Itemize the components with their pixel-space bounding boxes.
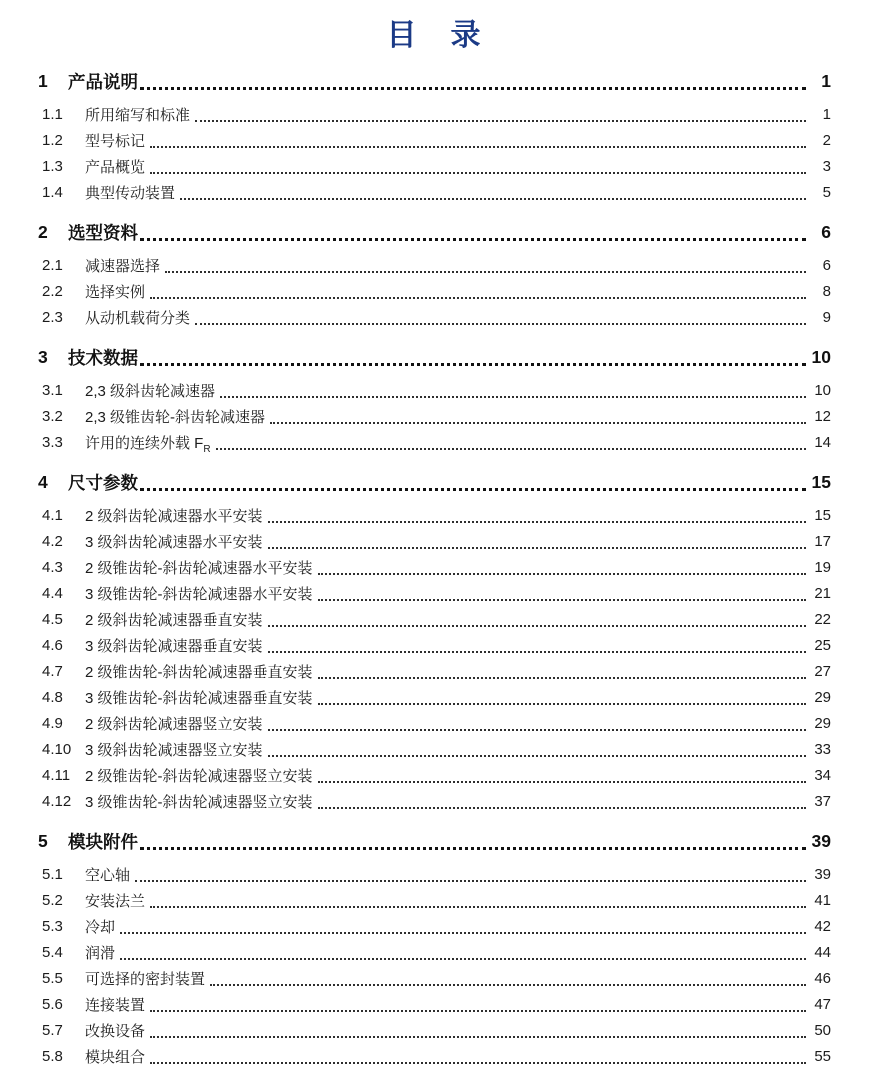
toc-entry-2.3[interactable] (38, 304, 831, 330)
entry-4.9-title: 2 级斜齿轮减速器竖立安装 (85, 715, 263, 733)
toc-entry-1.1[interactable] (38, 101, 831, 127)
section-2-title: 选型资料 (68, 223, 138, 243)
dot-leader (268, 710, 806, 731)
section-1-page-number: 1 (821, 71, 831, 91)
toc-entry-4.6[interactable] (38, 632, 831, 658)
entry-3.3-page-number: 14 (814, 433, 831, 451)
toc-entry-4.12[interactable] (38, 788, 831, 814)
section-4-number: 4 (38, 472, 48, 492)
entry-4.12-page-number: 37 (814, 792, 831, 810)
toc-section-1[interactable] (38, 68, 831, 95)
toc-entry-2.2[interactable] (38, 278, 831, 304)
toc-entry-3.3[interactable] (38, 429, 831, 455)
entry-2.1-number: 2.1 (42, 256, 63, 274)
dot-leader (268, 632, 806, 653)
toc-entry-4.7[interactable] (38, 658, 831, 684)
entry-4.10-number: 4.10 (42, 740, 72, 758)
entry-1.4-number: 1.4 (42, 183, 63, 201)
toc-section-2[interactable] (38, 219, 831, 246)
dot-leader (150, 991, 806, 1012)
toc-entry-5.6[interactable] (38, 991, 831, 1017)
toc-entry-5.4[interactable] (38, 939, 831, 965)
entry-5.4-page-number: 44 (814, 943, 831, 961)
entry-4.7-title: 2 级锥齿轮-斜齿轮减速器垂直安装 (85, 663, 313, 681)
entry-5.7-page-number: 50 (814, 1021, 831, 1039)
entry-3.3-title-subscript: R (203, 443, 211, 455)
dot-leader (140, 344, 806, 366)
entry-4.8-title: 3 级锥齿轮-斜齿轮减速器垂直安装 (85, 689, 313, 707)
toc-entry-4.1[interactable] (38, 502, 831, 528)
toc-entry-5.2[interactable] (38, 887, 831, 913)
entry-5.4-number: 5.4 (42, 943, 63, 961)
entry-5.7-title: 改换设备 (85, 1022, 146, 1040)
dot-leader (195, 304, 806, 325)
entry-3.1-title: 2,3 级斜齿轮减速器 (85, 382, 216, 400)
entry-3.3-number: 3.3 (42, 433, 63, 451)
entry-4.3-number: 4.3 (42, 558, 63, 576)
entry-2.3-number: 2.3 (42, 308, 63, 326)
entry-4.3-page-number: 19 (814, 558, 831, 576)
entry-5.3-number: 5.3 (42, 917, 63, 935)
dot-leader (318, 762, 806, 783)
toc-entry-2.1[interactable] (38, 252, 831, 278)
entry-4.11-number: 4.11 (42, 766, 71, 784)
toc-entry-4.8[interactable] (38, 684, 831, 710)
entry-1.2-page-number: 2 (822, 131, 831, 149)
entry-3.3-title: 许用的连续外载 $F_R$ (85, 434, 211, 455)
dot-leader (150, 278, 806, 299)
section-4-title: 尺寸参数 (68, 473, 138, 493)
entry-2.2-title: 选择实例 (85, 283, 146, 301)
toc-entry-4.5[interactable] (38, 606, 831, 632)
entry-5.7-number: 5.7 (42, 1021, 63, 1039)
entry-2.3-title: 从动机载荷分类 (85, 309, 191, 327)
entry-4.5-title: 2 级斜齿轮减速器垂直安装 (85, 611, 263, 629)
dot-leader (268, 606, 806, 627)
entry-2.2-page-number: 8 (822, 282, 831, 300)
entry-1.4-page-number: 5 (822, 183, 831, 201)
dot-leader (268, 502, 806, 523)
dot-leader (150, 127, 806, 148)
entry-5.8-page-number: 55 (814, 1047, 831, 1065)
entry-5.5-title: 可选择的密封装置 (85, 970, 206, 988)
toc-entry-1.2[interactable] (38, 127, 831, 153)
entry-5.8-number: 5.8 (42, 1047, 63, 1065)
entry-1.3-title: 产品概览 (85, 158, 146, 176)
entry-1.3-page-number: 3 (822, 157, 831, 175)
dot-leader (150, 1043, 806, 1064)
page-title: 目 录 (386, 19, 483, 52)
entry-4.6-title: 3 级斜齿轮减速器垂直安装 (85, 637, 263, 655)
dot-leader (210, 965, 806, 986)
entry-4.4-title: 3 级锥齿轮-斜齿轮减速器水平安装 (85, 585, 313, 603)
toc-entry-5.1[interactable] (38, 861, 831, 887)
entry-5.1-title: 空心轴 (85, 866, 131, 884)
dot-leader (140, 828, 806, 850)
dot-leader (120, 939, 806, 960)
toc-entry-5.3[interactable] (38, 913, 831, 939)
entry-1.4-title: 典型传动装置 (85, 184, 176, 202)
entry-1.1-page-number: 1 (822, 105, 831, 123)
entry-5.8-title: 模块组合 (85, 1048, 146, 1066)
entry-4.5-page-number: 22 (814, 610, 831, 628)
entry-5.1-number: 5.1 (42, 865, 63, 883)
entry-4.2-title: 3 级斜齿轮减速器水平安装 (85, 533, 263, 551)
dot-leader (120, 913, 806, 934)
toc-section-3[interactable] (38, 344, 831, 371)
toc-entry-1.3[interactable] (38, 153, 831, 179)
dot-leader (318, 788, 806, 809)
dot-leader (150, 1017, 806, 1038)
section-2-page-number: 6 (821, 222, 831, 242)
section-3-number: 3 (38, 347, 48, 367)
entry-1.1-number: 1.1 (42, 105, 63, 123)
section-5-title: 模块附件 (68, 832, 138, 852)
entry-5.2-page-number: 41 (814, 891, 831, 909)
section-4-page-number: 15 (811, 472, 831, 492)
entry-4.12-number: 4.12 (42, 792, 72, 810)
dot-leader (135, 861, 806, 882)
entry-4.1-title: 2 级斜齿轮减速器水平安装 (85, 507, 263, 525)
dot-leader (220, 377, 806, 398)
dot-leader (150, 153, 806, 174)
section-1-number: 1 (38, 71, 48, 91)
entry-4.6-number: 4.6 (42, 636, 63, 654)
toc-entry-4.3[interactable] (38, 554, 831, 580)
entry-4.8-number: 4.8 (42, 688, 63, 706)
entry-4.4-page-number: 21 (814, 584, 831, 602)
section-1-title: 产品说明 (68, 72, 138, 92)
dot-leader (195, 101, 806, 122)
dot-leader (216, 429, 806, 450)
toc-entry-1.4[interactable] (38, 179, 831, 205)
entry-2.2-number: 2.2 (42, 282, 63, 300)
toc-section-4[interactable] (38, 469, 831, 496)
entry-5.6-title: 连接装置 (85, 996, 146, 1014)
entry-5.5-number: 5.5 (42, 969, 63, 987)
entry-3.1-number: 3.1 (42, 381, 63, 399)
dot-leader (270, 403, 806, 424)
entry-4.11-title: 2 级锥齿轮-斜齿轮减速器竖立安装 (85, 767, 313, 785)
entry-5.6-page-number: 47 (814, 995, 831, 1013)
entry-5.4-title: 润滑 (85, 944, 116, 962)
entry-5.5-page-number: 46 (814, 969, 831, 987)
entry-4.2-number: 4.2 (42, 532, 63, 550)
entry-1.2-number: 1.2 (42, 131, 63, 149)
dot-leader (318, 684, 806, 705)
dot-leader (150, 887, 806, 908)
section-2-number: 2 (38, 222, 48, 242)
toc-entry-3.2[interactable] (38, 403, 831, 429)
entry-4.7-page-number: 27 (814, 662, 831, 680)
section-3-page-number: 10 (811, 347, 831, 367)
dot-leader (318, 580, 806, 601)
entry-4.8-page-number: 29 (814, 688, 831, 706)
entry-2.1-title: 减速器选择 (85, 257, 161, 275)
entry-4.6-page-number: 25 (814, 636, 831, 654)
entry-4.1-page-number: 15 (814, 506, 831, 524)
entry-4.5-number: 4.5 (42, 610, 63, 628)
section-5-number: 5 (38, 831, 48, 851)
entry-3.2-title: 2,3 级锥齿轮-斜齿轮减速器 (85, 408, 266, 426)
entry-3.2-page-number: 12 (814, 407, 831, 425)
entry-4.7-number: 4.7 (42, 662, 63, 680)
dot-leader (140, 469, 806, 491)
toc-entry-4.2[interactable] (38, 528, 831, 554)
toc-entry-5.7[interactable] (38, 1017, 831, 1043)
entry-5.6-number: 5.6 (42, 995, 63, 1013)
entry-5.2-title: 安装法兰 (85, 892, 146, 910)
entry-4.9-page-number: 29 (814, 714, 831, 732)
entry-2.1-page-number: 6 (822, 256, 831, 274)
entry-4.12-title: 3 级锥齿轮-斜齿轮减速器竖立安装 (85, 793, 313, 811)
entry-4.3-title: 2 级锥齿轮-斜齿轮减速器水平安装 (85, 559, 313, 577)
dot-leader (318, 658, 806, 679)
toc-section-5[interactable] (38, 828, 831, 855)
toc-entry-4.4[interactable] (38, 580, 831, 606)
entry-1.1-title: 所用缩写和标准 (85, 106, 191, 124)
entry-4.9-number: 4.9 (42, 714, 63, 732)
entry-5.2-number: 5.2 (42, 891, 63, 909)
entry-3.2-number: 3.2 (42, 407, 63, 425)
dot-leader (268, 736, 806, 757)
entry-5.3-title: 冷却 (85, 918, 116, 936)
dot-leader (268, 528, 806, 549)
entry-2.3-page-number: 9 (822, 308, 831, 326)
entry-4.1-number: 4.1 (42, 506, 63, 524)
entry-4.10-title: 3 级斜齿轮减速器竖立安装 (85, 741, 263, 759)
dot-leader (180, 179, 806, 200)
entry-4.10-page-number: 33 (814, 740, 831, 758)
entry-1.3-number: 1.3 (42, 157, 63, 175)
toc-entry-5.5[interactable] (38, 965, 831, 991)
entry-5.3-page-number: 42 (814, 917, 831, 935)
toc-entry-5.8[interactable] (38, 1043, 831, 1069)
toc-list (38, 68, 831, 1069)
entry-3.1-page-number: 10 (814, 381, 831, 399)
section-5-page-number: 39 (811, 831, 831, 851)
dot-leader (140, 219, 806, 241)
entry-5.1-page-number: 39 (814, 865, 831, 883)
toc-entry-3.1[interactable] (38, 377, 831, 403)
toc-entry-4.11[interactable] (38, 762, 831, 788)
entry-4.4-number: 4.4 (42, 584, 63, 602)
dot-leader (165, 252, 806, 273)
section-3-title: 技术数据 (68, 348, 138, 368)
dot-leader (140, 68, 806, 90)
toc-entry-4.10[interactable] (38, 736, 831, 762)
dot-leader (318, 554, 806, 575)
entry-1.2-title: 型号标记 (85, 132, 146, 150)
entry-4.11-page-number: 34 (814, 766, 831, 784)
toc-entry-4.9[interactable] (38, 710, 831, 736)
entry-4.2-page-number: 17 (814, 532, 831, 550)
